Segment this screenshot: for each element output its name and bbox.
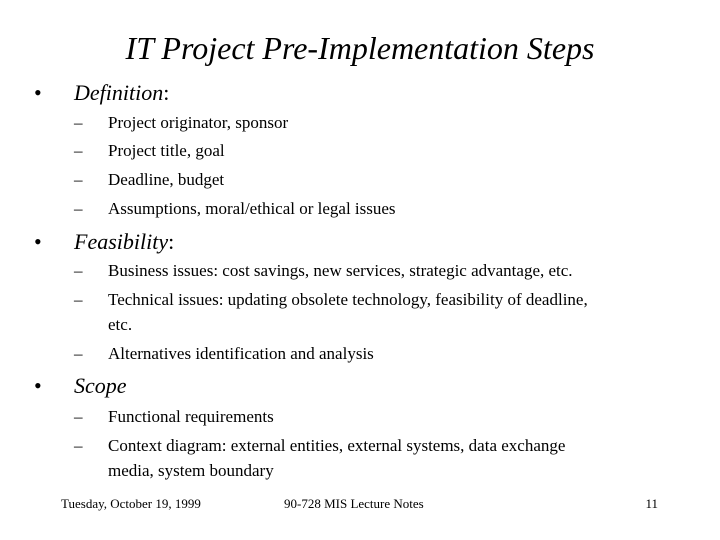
dash-marker: – <box>74 113 83 132</box>
bullet-definition <box>34 80 169 106</box>
dash-marker: – <box>74 344 83 363</box>
bullet-marker: • <box>34 80 42 105</box>
list-item <box>74 196 396 222</box>
bullet-term: Definition <box>74 80 164 105</box>
list-item-continuation: media, system boundary <box>108 461 274 480</box>
footer-date: Tuesday, October 19, 1999 <box>61 496 201 511</box>
dash-marker: – <box>74 407 83 426</box>
list-item-text: Project title, goal <box>108 141 225 160</box>
list-item-text: Deadline, budget <box>108 170 225 189</box>
list-item-text: Context diagram: external entities, external systems, data exchange <box>108 436 566 455</box>
bullet-term: Feasibility <box>74 229 169 254</box>
dash-marker: – <box>74 199 83 218</box>
list-item <box>74 258 573 284</box>
bullet-term: Scope <box>74 373 127 398</box>
list-item <box>74 404 274 430</box>
bullet-suffix: : <box>163 80 170 105</box>
list-item <box>74 341 374 367</box>
dash-marker: – <box>74 141 83 160</box>
list-item <box>74 433 565 459</box>
list-item <box>74 138 225 164</box>
dash-marker: – <box>74 436 83 455</box>
list-item <box>74 167 224 193</box>
bullet-marker: • <box>34 229 42 254</box>
list-item-text: Alternatives identification and analysis <box>108 344 374 363</box>
dash-marker: – <box>74 290 83 309</box>
list-item-text: Functional requirements <box>108 407 274 426</box>
list-item-text: Project originator, sponsor <box>108 113 289 132</box>
dash-marker: – <box>74 170 83 189</box>
footer-course: 90-728 MIS Lecture Notes <box>284 496 424 511</box>
bullet-marker: • <box>34 373 42 398</box>
list-item-text: Technical issues: updating obsolete technology, feasibility of deadline, <box>108 290 588 309</box>
list-item-continuation: etc. <box>108 315 133 334</box>
bullet-suffix: : <box>168 229 175 254</box>
list-item <box>74 287 588 313</box>
bullet-feasibility <box>34 229 174 255</box>
page-number: 11 <box>645 496 658 511</box>
dash-marker: – <box>74 261 83 280</box>
bullet-scope <box>34 373 127 399</box>
slide-title: IT Project Pre-Implementation Steps <box>125 30 595 66</box>
list-item <box>74 110 288 136</box>
list-item-text: Business issues: cost savings, new services, strategic advantage, etc. <box>108 261 573 280</box>
list-item-text: Assumptions, moral/ethical or legal issues <box>108 199 396 218</box>
